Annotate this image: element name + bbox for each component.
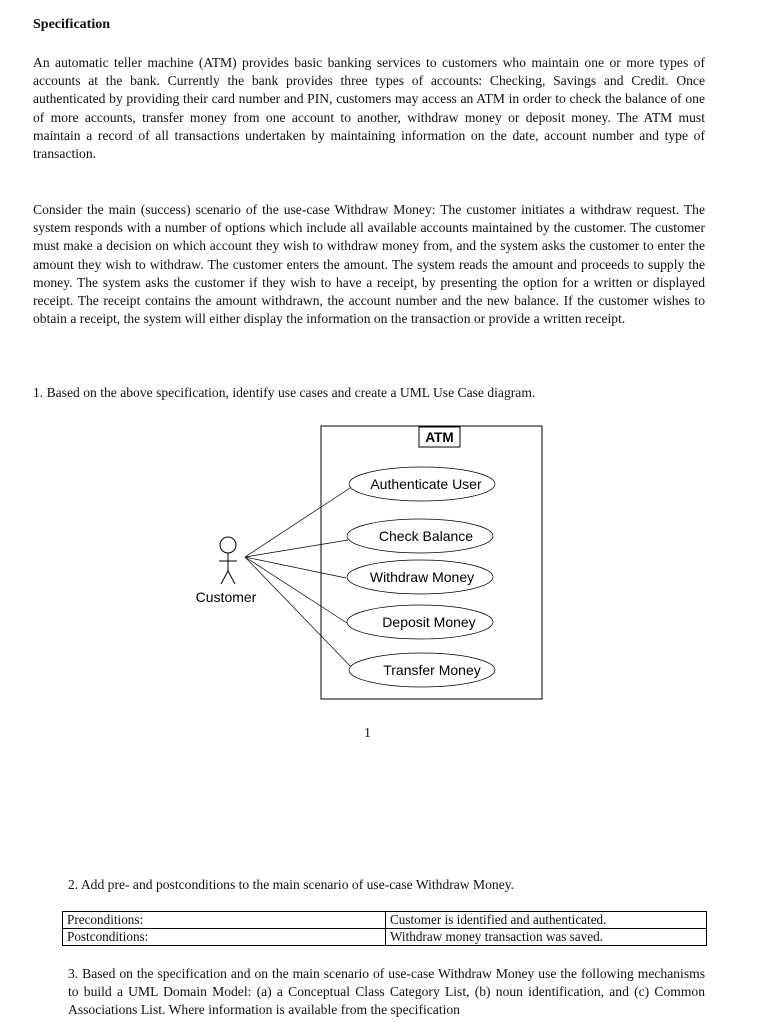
question-2: 2. Add pre- and postconditions to the main scenario of use-case Withdraw Money. <box>68 877 515 892</box>
system-name: ATM <box>425 430 454 445</box>
use-case-label: Deposit Money <box>382 614 476 630</box>
table-row <box>63 912 707 929</box>
actor-icon <box>219 537 237 584</box>
use-case-label: Transfer Money <box>383 662 481 678</box>
specification-paragraph: An automatic teller machine (ATM) provides basic banking services to customers who maintain one or more types of accounts at the bank. Currently the bank provides three types of accounts: Checking, Savings and Credit. Once authenticated by providing their card number and PIN, customers may access an ATM in order to check the balance of one of more accounts, transfer money from one account to another, withdraw money or deposit money. The ATM must maintain a record of all transactions undertaken by maintaining information on the date, account number and type of transaction. <box>33 55 705 162</box>
scenario-paragraph: Consider the main (success) scenario of the use-case Withdraw Money: The customer initiates a withdraw request. The system responds with a number of options which include all available accounts maintained by the customer. The customer must make a decision on which account they wish to withdraw money from, and the system asks the customer to enter the amount they wish to withdraw. The customer enters the amount. The system reads the amount and proceeds to supply the money. The system asks the customer if they wish to have a receipt, by presenting the option for a written or displayed receipt. The receipt contains the amount withdrawn, the account number and the new balance. If the customer wishes to obtain a receipt, the system will either display the information on the transaction or provide a written receipt. <box>33 202 705 327</box>
actor-label: Customer <box>195 589 257 605</box>
use-case-label: Check Balance <box>378 528 474 544</box>
use-case-authenticate-user <box>349 467 495 501</box>
postconditions-label: Postconditions: <box>63 929 386 946</box>
question-1: 1. Based on the above specification, identify use cases and create a UML Use Case diagram. <box>33 385 536 400</box>
table-row <box>63 929 707 946</box>
preconditions-label: Preconditions: <box>63 912 386 929</box>
question-3: 3. Based on the specification and on the main scenario of use-case Withdraw Money use the following mechanisms to build a UML Domain Model: (a) a Conceptual Class Category List, (b) noun identification, and (c) Common Associations List. Where information is available from the specification <box>68 966 705 1018</box>
use-case-label: Authenticate User <box>370 476 482 492</box>
association-lines <box>245 488 354 670</box>
conditions-table <box>62 911 707 946</box>
use-case-check-balance <box>347 519 493 553</box>
use-case-label: Withdraw Money <box>369 569 475 585</box>
preconditions-value: Customer is identified and authenticated. <box>386 912 707 929</box>
page-number: 1 <box>364 726 371 741</box>
use-case-transfer-money <box>349 653 495 687</box>
section-heading: Specification <box>33 17 110 32</box>
use-case-withdraw-money <box>347 560 493 594</box>
use-case-deposit-money <box>347 605 493 639</box>
postconditions-value: Withdraw money transaction was saved. <box>386 929 707 946</box>
